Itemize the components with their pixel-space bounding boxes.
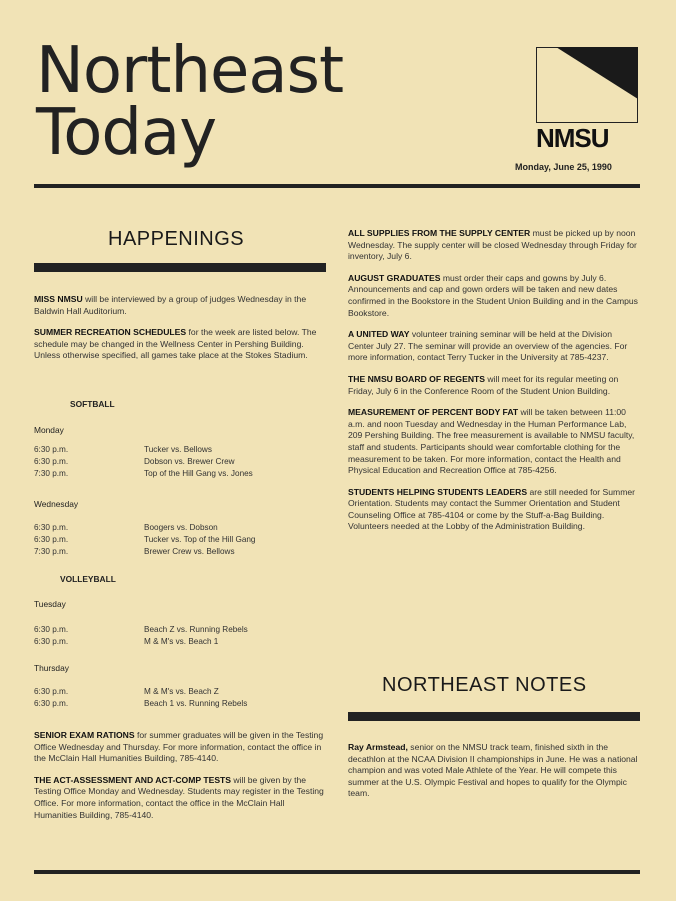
schedule-row: 6:30 p.m. M & M's vs. Beach Z (34, 687, 219, 696)
footer-rule (34, 870, 640, 874)
logo-text: NMSU (536, 123, 609, 153)
softball-wednesday-label: Wednesday (34, 499, 79, 509)
schedule-row: 6:30 p.m. Tucker vs. Bellows (34, 445, 212, 454)
schedule-row: 6:30 p.m. Dobson vs. Brewer Crew (34, 457, 235, 466)
paragraph-student-leaders: STUDENTS HELPING STUDENTS LEADERS are still needed for Summer Orientation. Students may contact the Summer Orientation and Student Counseling Office at 785-4104 or come by the Stuff-a-Bag Building. Volunteers needed at the Lobby of the Administration Building. (348, 486, 636, 532)
softball-monday-schedule (34, 445, 326, 485)
paragraph-senior-exams: SENIOR EXAM RATIONS for summer graduates will be given in the Testing Office Wednesday and Thursday. For more information, contact the office in the McClain Hall Humanities Building, 785-4140. (34, 730, 324, 764)
softball-monday-label: Monday (34, 425, 64, 435)
schedule-row: 6:30 p.m. Beach Z vs. Running Rebels (34, 625, 248, 634)
volleyball-tuesday-label: Tuesday (34, 599, 66, 609)
schedule-row: 6:30 p.m. M & M's vs. Beach 1 (34, 637, 219, 646)
notes-rule (348, 712, 640, 721)
happenings-rule (34, 263, 326, 272)
paragraph-supplies: ALL SUPPLIES FROM THE SUPPLY CENTER must be picked up by noon Wednesday. The supply center will be closed Wednesday through Friday for inventory, July 6. (348, 228, 637, 262)
schedule-row: 6:30 p.m. Boogers vs. Dobson (34, 523, 218, 532)
masthead-line-1: Northeast (36, 34, 344, 108)
notes-text (348, 742, 640, 810)
schedule-row: 6:30 p.m. Tucker vs. Top of the Hill Gang (34, 535, 256, 544)
softball-wednesday-schedule (34, 523, 326, 563)
logo-mark-icon (536, 47, 638, 123)
schedule-row: 6:30 p.m. Beach 1 vs. Running Rebels (34, 699, 248, 708)
paragraph-ray-armstead: Ray Armstead, senior on the NMSU track team, finished sixth in the decathlon at the NCAA Division II championships in June. He was a national champion and was voted Male Athlete of the Year. He will compete this summer at the U.S. Olympic Festival and hopes to qualify for the Olympic team. (348, 742, 638, 799)
left-bottom-text (34, 730, 326, 831)
paragraph-summer-recreation: SUMMER RECREATION SCHEDULES for the week are listed below. The schedule may be changed in the Wellness Center in Pershing Building. Unless otherwise specified, all games take place at the Stokes Stadium. (34, 327, 317, 361)
right-column-text (348, 228, 640, 543)
left-intro-text (34, 294, 326, 372)
volleyball-thursday-label: Thursday (34, 663, 69, 673)
schedule-row: 7:30 p.m. Top of the Hill Gang vs. Jones (34, 469, 253, 478)
paragraph-august-graduates: AUGUST GRADUATES must order their caps and gowns by July 6. Announcements and cap and gown orders will be taken and new dates confirmed in the Bookstore in the Student Union Building and in the Campus Bookstore. (348, 272, 638, 318)
volleyball-heading: VOLLEYBALL (60, 574, 116, 584)
volleyball-thursday-schedule (34, 687, 326, 715)
paragraph-body-fat: MEASUREMENT OF PERCENT BODY FAT will be taken between 11:00 a.m. and noon Tuesday and Wednesday in the Human Performance Lab, 209 Pershing Building. The free measurement is available to NMSU faculty, staff and students. Participants should wear comfortable clothing for the measurement to be taken. For more information, contact the Health and Physical Education and Recreation Office at 785-4256. (348, 407, 635, 476)
masthead-line-2: Today (36, 96, 217, 170)
masthead-title (36, 34, 344, 170)
volleyball-tuesday-schedule (34, 625, 326, 653)
section-heading-northeast-notes: NORTHEAST NOTES (382, 674, 587, 696)
paragraph-united-way: A UNITED WAY volunteer training seminar will be held at the Division Center July 27. The seminar will provide an overview of the agencies. For more information, contact Terry Tucker in the University at 785-4237. (348, 329, 628, 363)
masthead-rule (34, 184, 640, 188)
paragraph-miss-nmsu: MISS NMSU will be interviewed by a group of judges Wednesday in the Baldwin Hall Auditorium. (34, 294, 307, 316)
paragraph-act-tests: THE ACT-ASSESSMENT AND ACT-COMP TESTS will be given by the Testing Office Monday and Wednesday. Students may register in the Testing Office. For more information, contact the office in the McClain Hall Humanities Building, 785-4140. (34, 774, 324, 820)
schedule-row: 7:30 p.m. Brewer Crew vs. Bellows (34, 547, 235, 556)
issue-date: Monday, June 25, 1990 (515, 162, 612, 172)
paragraph-board-of-regents: THE NMSU BOARD OF REGENTS will meet for its regular meeting on Friday, July 6 in the Conference Room of the Student Union Building. (348, 373, 619, 396)
nmsu-logo (536, 47, 638, 153)
section-heading-happenings: HAPPENINGS (108, 228, 245, 250)
softball-heading: SOFTBALL (70, 399, 115, 409)
